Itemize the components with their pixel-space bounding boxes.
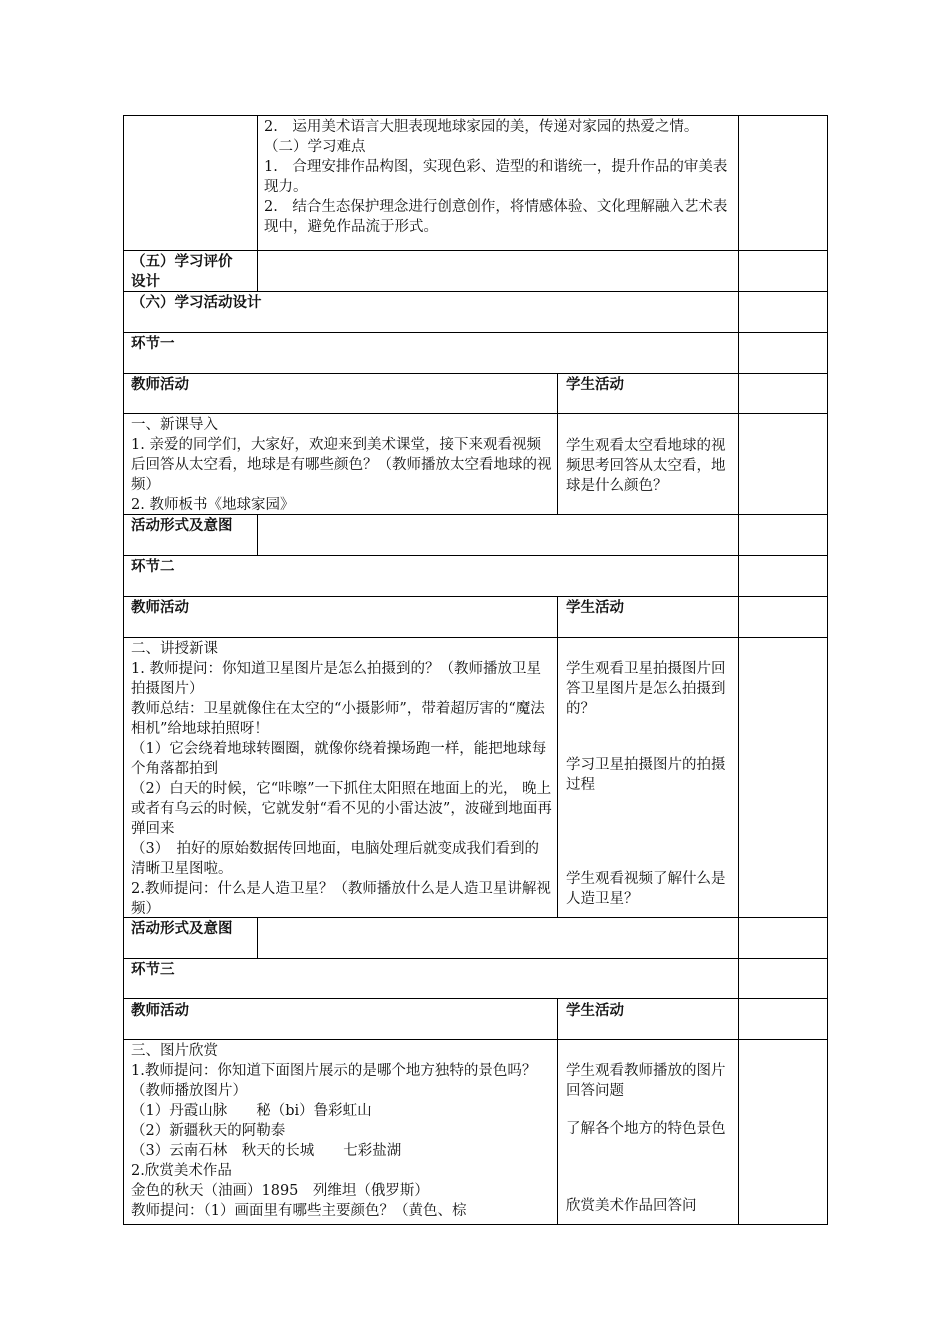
table-border-right: [827, 115, 828, 1225]
stage1-form-label: [131, 516, 255, 536]
stage3-student-activity: [566, 1196, 732, 1216]
stage1-title-text: 环节一: [131, 336, 175, 352]
table-row-line: [123, 958, 828, 959]
stage3-title-text: 环节三: [131, 962, 175, 978]
text-line: 1. 亲爱的同学们，大家好，欢迎来到美术课堂，接下来观看视频后回答从太空看，地球是有哪些颜色？（教师播放太空看地球的视频）: [131, 437, 552, 493]
text-line: 1.教师提问：你知道下面图片展示的是哪个地方独特的景色吗？（教师播放图片）: [131, 1063, 537, 1099]
text-line: 欣赏美术作品回答问: [566, 1198, 697, 1214]
table-row-line: [123, 1039, 828, 1040]
text-line: （二）学习难点: [264, 139, 366, 155]
table-row-line: [123, 332, 828, 333]
table-row-line: [123, 1224, 828, 1225]
table-row-line: [123, 637, 828, 638]
stage2-student-activity: [566, 869, 732, 909]
text-line: （2）新疆秋天的阿勒泰: [131, 1123, 286, 1139]
stage3-teacher-activity: [131, 1041, 552, 1223]
stage2-student-header: [566, 598, 732, 618]
text-line: 学生观看教师播放的图片回答问题: [566, 1063, 726, 1099]
stage1-teacher-header: [131, 375, 551, 395]
text-line: 金色的秋天（油画）1895 列维坦（俄罗斯）: [131, 1183, 429, 1199]
stage2-title-text: 环节二: [131, 559, 175, 575]
table-divider-form2: [257, 917, 258, 958]
table-divider-stage3: [557, 998, 558, 1225]
text-line: 2. 运用美术语言大胆表现地球家园的美，传递对家园的热爱之情。: [264, 119, 699, 135]
text-line: 三、图片欣赏: [131, 1043, 218, 1059]
text-line: 学习卫星拍摄图片的拍摄过程: [566, 757, 726, 793]
learning-difficulty-text: [264, 117, 732, 237]
text-line: （2）白天的时候，它“咔嚓”一下抓住太阳照在地面上的光， 晚上或者有乌云的时候，它就发射“看不见的小雷达波”，波碰到地面再弹回来: [131, 781, 552, 837]
table-row-line: [123, 413, 828, 414]
stage3-teacher-header: [131, 1001, 551, 1021]
stage2-student-activity: [566, 659, 732, 719]
text-line: （3）云南石林 秋天的长城 七彩盐湖: [131, 1143, 402, 1159]
table-divider-stage1: [557, 373, 558, 514]
stage2-teacher-activity: [131, 639, 552, 919]
table-row-line: [123, 115, 828, 116]
text-line: 2.欣赏美术作品: [131, 1163, 232, 1179]
student-header-text: 学生活动: [566, 600, 624, 616]
text-line: 教师总结：卫星就像住在太空的“小摄影师”，带着超厉害的“魔法相机”给地球拍照呀！: [131, 701, 545, 737]
section5-label: [131, 252, 255, 292]
stage2-form-label: [131, 919, 255, 939]
stage1-teacher-activity: [131, 415, 552, 515]
text-line: 学生观看视频了解什么是人造卫星？: [566, 871, 726, 907]
student-header-text: 学生活动: [566, 377, 624, 393]
table-border-inner-right: [738, 115, 739, 1225]
stage2-teacher-header: [131, 598, 551, 618]
stage1-student-header: [566, 375, 732, 395]
student-header-text: 学生活动: [566, 1003, 624, 1019]
table-row-line: [123, 250, 828, 251]
stage1-title: [131, 334, 551, 354]
stage2-title: [131, 557, 551, 577]
table-row-line: [123, 555, 828, 556]
text-line: 了解各个地方的特色景色: [566, 1121, 726, 1137]
stage1-student-activity: [566, 436, 732, 496]
stage3-student-header: [566, 1001, 732, 1021]
text-line: 2. 教师板书《地球家园》: [131, 497, 295, 513]
teacher-header-text: 教师活动: [131, 377, 189, 393]
text-line: （1）它会绕着地球转圈圈，就像你绕着操场跑一样，能把地球每个角落都拍到: [131, 741, 547, 777]
text-line: 1. 合理安排作品构图，实现色彩、造型的和谐统一，提升作品的审美表现力。: [264, 159, 728, 195]
text-line: 学生观看太空看地球的视频思考回答从太空看，地球是什么颜色？: [566, 438, 726, 494]
teacher-header-text: 教师活动: [131, 600, 189, 616]
table-row-line: [123, 373, 828, 374]
teacher-header-text: 教师活动: [131, 1003, 189, 1019]
text-line: 一、新课导入: [131, 417, 218, 433]
text-line: 学生观看卫星拍摄图片回答卫星图片是怎么拍摄到的？: [566, 661, 726, 717]
stage2-student-activity: [566, 755, 732, 795]
text-line: 1. 教师提问：你知道卫星图片是怎么拍摄到的？（教师播放卫星拍摄图片）: [131, 661, 541, 697]
stage3-student-activity: [566, 1119, 732, 1139]
table-border-left: [123, 115, 124, 1225]
text-line: 2.教师提问：什么是人造卫星？（教师播放什么是人造卫星讲解视频）: [131, 881, 551, 917]
table-row-line: [123, 998, 828, 999]
section5-label-line: 设计: [131, 274, 160, 290]
text-line: （1）丹霞山脉 秘（bi）鲁彩虹山: [131, 1103, 372, 1119]
section6-label: [131, 293, 551, 313]
section6-label-text: （六）学习活动设计: [131, 295, 262, 311]
text-line: 二、讲授新课: [131, 641, 218, 657]
text-line: （3） 拍好的原始数据传回地面，电脑处理后就变成我们看到的清晰卫星图啦。: [131, 841, 539, 877]
stage3-title: [131, 960, 551, 980]
table-divider-label: [257, 115, 258, 291]
text-line: 2. 结合生态保护理念进行创意创作，将情感体验、文化理解融入艺术表现中，避免作品流于形式。: [264, 199, 728, 235]
form-label-text: 活动形式及意图: [131, 518, 233, 534]
section5-label-line: （五）学习评价: [131, 254, 233, 270]
form-label-text: 活动形式及意图: [131, 921, 233, 937]
stage3-student-activity: [566, 1061, 732, 1101]
table-divider-form1: [257, 514, 258, 555]
table-divider-stage2: [557, 596, 558, 917]
table-row-line: [123, 596, 828, 597]
text-line: 教师提问：（1）画面里有哪些主要颜色？（黄色、棕: [131, 1203, 467, 1219]
